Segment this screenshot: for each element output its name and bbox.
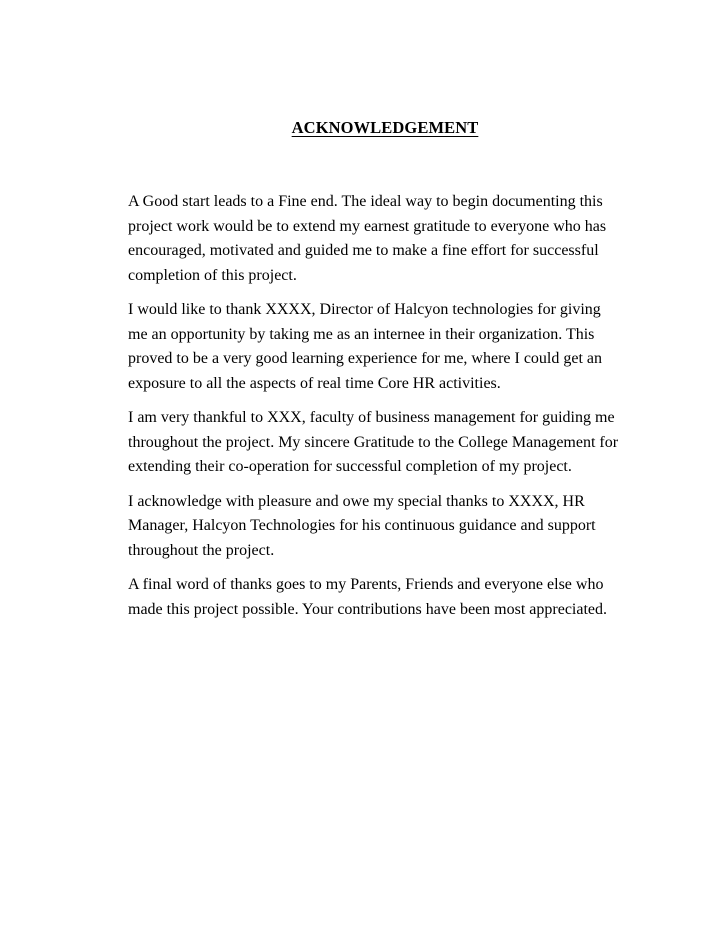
page-title: ACKNOWLEDGEMENT — [291, 118, 479, 137]
text-line: I would like to thank XXXX, Director of Halcyon technologies for giving — [128, 301, 601, 318]
text-line: I acknowledge with pleasure and owe my special thanks to XXXX, HR — [128, 492, 585, 510]
text-line: throughout the project. My sincere Gratitude to the College Management for — [128, 433, 619, 451]
text-line: made this project possible. Your contributions have been most appreciated. — [128, 600, 608, 618]
text-line: A final word of thanks goes to my Parents, Friends and everyone else who — [128, 576, 604, 593]
text-line: I am very thankful to XXX, faculty of business management for guiding me — [128, 409, 615, 426]
text-line: throughout the project. — [128, 541, 275, 559]
text-line: me an opportunity by taking me as an internee in their organization. This — [128, 325, 595, 343]
paragraph-intro — [128, 190, 648, 288]
text-line: completion of this project. — [128, 266, 297, 284]
paragraph-faculty-thanks — [128, 406, 648, 480]
text-line: A Good start leads to a Fine end. The ideal way to begin documenting this — [128, 193, 603, 210]
text-line: encouraged, motivated and guided me to make a fine effort for successful — [128, 242, 599, 259]
text-line: extending their co-operation for successful completion of my project. — [128, 458, 572, 475]
paragraph-director-thanks — [128, 298, 648, 396]
paragraph-manager-thanks — [128, 490, 648, 564]
text-line: project work would be to extend my earnest gratitude to everyone who has — [128, 217, 607, 235]
text-line: proved to be a very good learning experience for me, where I could get an — [128, 350, 603, 367]
text-line: exposure to all the aspects of real time Core HR activities. — [128, 374, 501, 392]
text-line: Manager, Halcyon Technologies for his continuous guidance and support — [128, 517, 596, 534]
paragraph-final-thanks — [128, 573, 648, 622]
document-body — [128, 190, 648, 632]
